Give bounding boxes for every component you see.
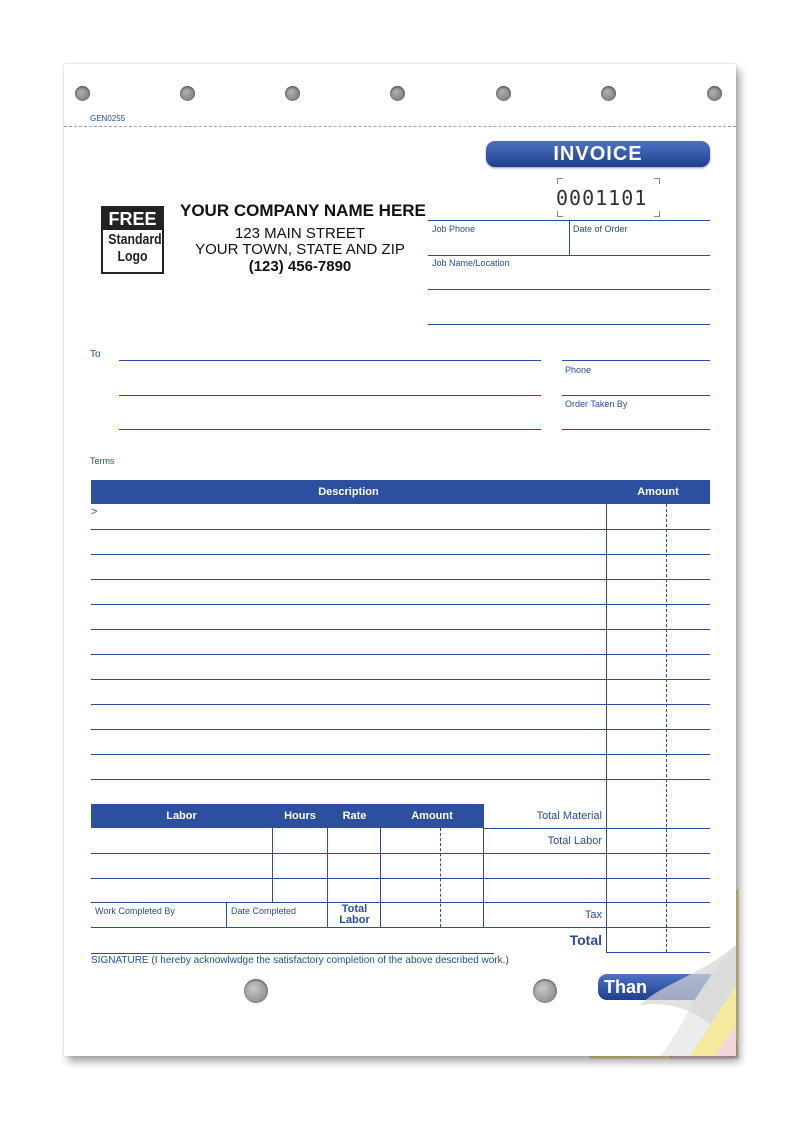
- signature-text: SIGNATURE (I hereby acknowlwdge the satisfactory completion of the above described work.): [91, 955, 509, 966]
- binding-hole: [244, 979, 268, 1003]
- binding-hole: [390, 86, 405, 101]
- amount-column-rule: [606, 504, 607, 952]
- order-taken-by-label: Order Taken By: [565, 399, 628, 409]
- number-corner: [654, 211, 660, 217]
- labor-amount-header: Amount: [381, 804, 483, 828]
- rule: [562, 360, 710, 361]
- date-of-order-label: Date of Order: [573, 224, 628, 234]
- first-row-marker: >: [91, 506, 98, 518]
- total-labor-label: Total Labor: [547, 835, 602, 847]
- binding-hole: [496, 86, 511, 101]
- free-standard-logo: [101, 206, 164, 274]
- company-city: YOUR TOWN, STATE AND ZIP: [195, 241, 405, 258]
- table-row-rule: [91, 579, 710, 580]
- binding-hole: [180, 86, 195, 101]
- description-header: Description: [91, 480, 606, 504]
- rate-header: Rate: [328, 804, 381, 828]
- table-row-rule: [91, 779, 710, 780]
- labor-cents-rule: [440, 828, 441, 927]
- rule: [569, 220, 570, 255]
- rule: [562, 429, 710, 430]
- labor-row-rule: [91, 878, 710, 879]
- rule: [428, 324, 710, 325]
- total-label: Total: [569, 932, 602, 948]
- logo-standard-text: [108, 231, 162, 265]
- table-row-rule: [91, 754, 710, 755]
- binding-hole: [601, 86, 616, 101]
- total-labor-box-label: [328, 904, 381, 926]
- amount-header: Amount: [606, 480, 710, 504]
- number-corner: [654, 178, 660, 184]
- table-row-rule: [91, 554, 710, 555]
- total-labor-line-2: Labor: [339, 914, 370, 926]
- table-row-rule: [91, 679, 710, 680]
- invoice-number: 0001101: [556, 186, 648, 210]
- page-curl: [620, 945, 736, 1056]
- rule: [119, 395, 541, 396]
- labor-row-rule: [91, 927, 710, 928]
- labor-column-rule: [272, 828, 273, 902]
- table-row-rule: [91, 654, 710, 655]
- number-corner: [557, 211, 563, 217]
- perforation-line: [64, 126, 736, 127]
- rule: [119, 360, 541, 361]
- logo-free-text: FREE: [103, 208, 162, 230]
- invoice-banner: INVOICE: [486, 141, 710, 167]
- table-row-rule: [91, 604, 710, 605]
- rule: [562, 395, 710, 396]
- thank-you-banner: Than: [598, 974, 718, 1000]
- rule: [428, 289, 710, 290]
- phone-label: Phone: [565, 365, 592, 375]
- table-row-rule: [91, 529, 710, 530]
- terms-label: Terms: [90, 456, 115, 466]
- hours-header: Hours: [272, 804, 328, 828]
- table-row-rule: [91, 729, 710, 730]
- company-phone: (123) 456-7890: [248, 258, 352, 275]
- job-name-location-label: Job Name/Location: [432, 258, 510, 268]
- labor-row-rule: [91, 853, 710, 854]
- binding-hole: [75, 86, 90, 101]
- job-phone-label: Job Phone: [432, 224, 476, 234]
- to-label: To: [90, 349, 101, 360]
- labor-column-rule: [226, 902, 227, 927]
- rule: [428, 255, 710, 256]
- signature-line: [91, 953, 494, 954]
- total-material-label: Total Material: [536, 810, 602, 822]
- table-row-rule: [91, 629, 710, 630]
- logo-line-1: Standard: [108, 231, 162, 248]
- number-corner: [557, 178, 563, 184]
- date-completed-label: Date Completed: [231, 906, 297, 916]
- work-completed-by-label: Work Completed By: [95, 906, 175, 916]
- form-code: GEN0255: [90, 114, 126, 123]
- logo-line-2: Logo: [117, 248, 148, 265]
- binding-hole: [533, 979, 557, 1003]
- table-row-rule: [483, 828, 710, 829]
- company-street: 123 MAIN STREET: [234, 225, 366, 242]
- tax-label: Tax: [584, 909, 602, 921]
- binding-hole: [707, 86, 722, 101]
- total-labor-line-1: Total: [341, 903, 368, 915]
- rule: [119, 429, 541, 430]
- cents-column-rule: [666, 504, 667, 952]
- company-name: YOUR COMPANY NAME HERE: [180, 201, 426, 220]
- binding-hole: [285, 86, 300, 101]
- table-row-rule: [91, 704, 710, 705]
- labor-row-rule: [91, 902, 710, 903]
- labor-header: Labor: [91, 804, 272, 828]
